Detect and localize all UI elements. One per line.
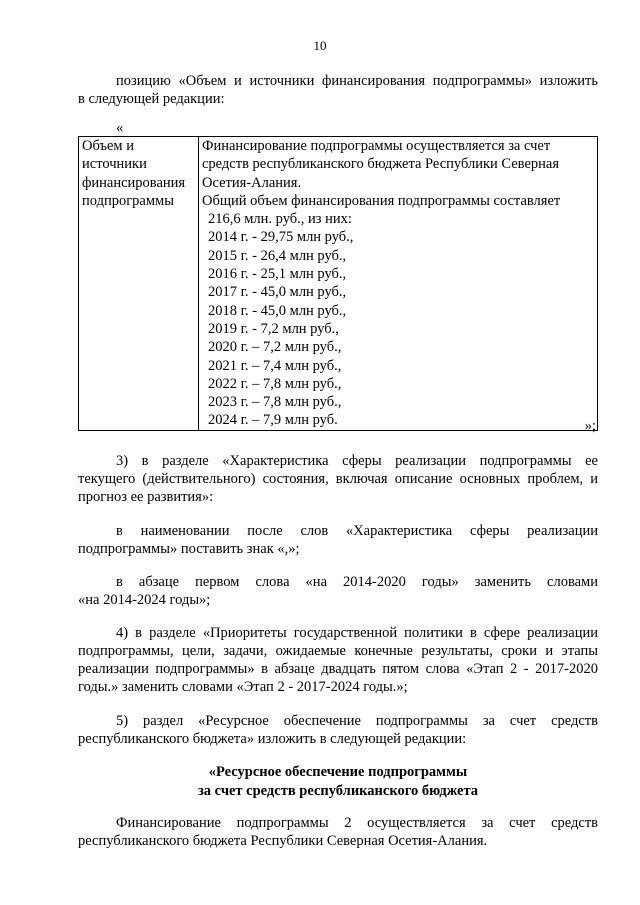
table-row bbox=[79, 137, 598, 431]
label-line: подпрограммы bbox=[82, 192, 174, 209]
final-line-2: республиканского бюджета Республики Северная Осетия-Алания. bbox=[78, 833, 488, 849]
sub-item-1-line-1: в наименовании после слов «Характеристика сферы реализации bbox=[116, 523, 598, 539]
item-4-line-3: реализации подпрограммы» в абзаце двадцать пятом слова «Этап 2 - 2017-2020 bbox=[78, 661, 598, 677]
section-heading-line-1: «Ресурсное обеспечение подпрограммы bbox=[208, 764, 468, 780]
item-3-line-3: прогноз ее развития»: bbox=[78, 489, 214, 505]
sub-item-2-paragraph bbox=[78, 573, 598, 609]
item-3-paragraph bbox=[78, 452, 598, 506]
content-line: Финансирование подпрограммы осуществляется за счет bbox=[202, 138, 551, 154]
content-line: средств республиканского бюджета Республики Северная bbox=[202, 156, 559, 173]
funding-line: 216,6 млн. руб., из них: bbox=[208, 211, 352, 228]
intro-paragraph bbox=[78, 72, 598, 108]
funding-line: 2015 г. - 26,4 млн руб., bbox=[208, 247, 347, 264]
item-5-paragraph bbox=[78, 712, 598, 748]
item-5-line-1: 5) раздел «Ресурсное обеспечение подпрограммы за счет средств bbox=[116, 713, 598, 729]
funding-line: 2018 г. - 45,0 млн руб., bbox=[208, 302, 347, 319]
funding-line: 2021 г. – 7,4 млн руб., bbox=[208, 357, 342, 374]
sub-item-2-line-1: в абзаце первом слова «на 2014-2020 годы» заменить словами bbox=[116, 574, 598, 590]
sub-item-1-line-2: подпрограммы» поставить знак «,»; bbox=[78, 541, 300, 557]
label-line: Объем и bbox=[82, 138, 134, 154]
funding-line: 2022 г. – 7,8 млн руб., bbox=[208, 375, 342, 392]
intro-line-2: в следующей редакции: bbox=[78, 91, 225, 107]
table-label-cell bbox=[79, 137, 199, 431]
section-heading bbox=[78, 763, 598, 801]
sub-item-1-paragraph bbox=[78, 522, 598, 558]
item-4-paragraph bbox=[78, 624, 598, 696]
funding-line: 2017 г. - 45,0 млн руб., bbox=[208, 284, 347, 301]
item-4-line-4: годы.» заменить словами «Этап 2 - 2017-2024 годы.»; bbox=[78, 679, 408, 695]
final-paragraph bbox=[78, 814, 598, 850]
content-line: Общий объем финансирования подпрограммы составляет bbox=[202, 192, 561, 209]
table-content-cell bbox=[199, 137, 598, 431]
sub-item-2-line-2: «на 2014-2024 годы»; bbox=[78, 592, 211, 608]
page-number: 10 bbox=[313, 38, 327, 53]
section-heading-line-2: за счет средств республиканского бюджета bbox=[197, 783, 479, 799]
item-5-line-2: республиканского бюджета» изложить в следующей редакции: bbox=[78, 731, 467, 747]
funding-line: 2019 г. - 7,2 млн руб., bbox=[208, 320, 339, 337]
final-line-1: Финансирование подпрограммы 2 осуществляется за счет средств bbox=[116, 815, 598, 831]
funding-line: 2014 г. - 29,75 млн руб., bbox=[208, 229, 354, 246]
financing-table bbox=[78, 136, 598, 431]
funding-line: 2020 г. – 7,2 млн руб., bbox=[208, 339, 342, 356]
label-line: финансирования bbox=[82, 174, 186, 191]
content-line: Осетия-Алания. bbox=[202, 174, 302, 191]
item-3-line-2: текущего (действительного) состояния, включая описание основных проблем, и bbox=[78, 471, 598, 487]
item-4-line-2: подпрограммы, цели, задачи, ожидаемые конечные результаты, сроки и этапы bbox=[78, 643, 598, 659]
funding-line: 2024 г. – 7,9 млн руб. bbox=[208, 412, 338, 429]
quote-close: »; bbox=[584, 418, 596, 434]
funding-line: 2016 г. - 25,1 млн руб., bbox=[208, 266, 347, 283]
item-3-line-1: 3) в разделе «Характеристика сферы реализации подпрограммы ее bbox=[116, 453, 598, 469]
item-4-line-1: 4) в разделе «Приоритеты государственной политики в сфере реализации bbox=[116, 625, 598, 641]
intro-line-1: позицию «Объем и источники финансирования подпрограммы» изложить bbox=[116, 73, 598, 89]
funding-line: 2023 г. – 7,8 млн руб., bbox=[208, 394, 342, 411]
label-line: источники bbox=[82, 156, 147, 173]
quote-open: « bbox=[116, 120, 124, 136]
